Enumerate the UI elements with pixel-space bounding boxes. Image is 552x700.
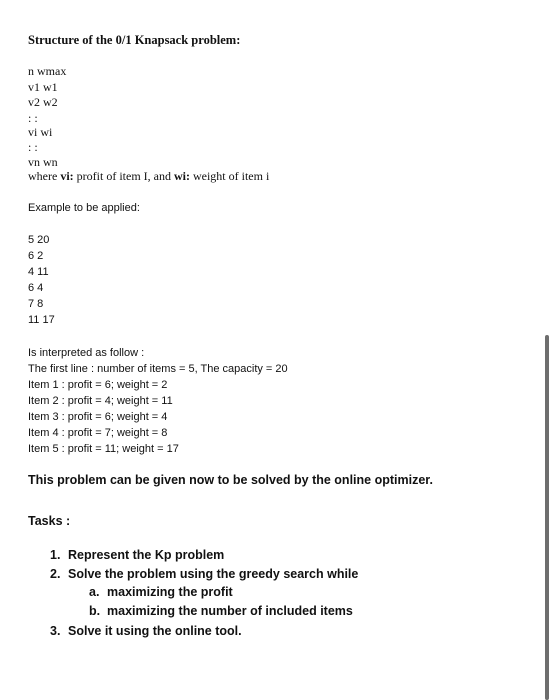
- example-line: 7 8: [28, 298, 44, 310]
- where-line: [28, 169, 269, 183]
- task-item: [50, 567, 358, 581]
- interpreted-line: Item 4 : profit = 7; weight = 8: [28, 427, 168, 439]
- example-line: 11 17: [28, 314, 55, 326]
- page-title: Structure of the 0/1 Knapsack problem:: [28, 33, 241, 47]
- vi-description: profit of item I, and: [73, 169, 174, 183]
- interpreted-line: The first line : number of items = 5, The capacity = 20: [28, 363, 288, 375]
- task-number: 1.: [50, 548, 61, 562]
- vertical-scrollbar[interactable]: [545, 335, 549, 700]
- tasks-label: Tasks :: [28, 514, 71, 528]
- task-number: 2.: [50, 567, 61, 581]
- where-prefix: where: [28, 169, 61, 183]
- task-text: Solve the problem using the greedy search while: [68, 567, 359, 581]
- task-number: 3.: [50, 624, 61, 638]
- task-item: [50, 548, 224, 562]
- wi-description: weight of item i: [189, 169, 270, 183]
- interpreted-line: Item 5 : profit = 11; weight = 17: [28, 443, 179, 455]
- subtask-text: maximizing the profit: [107, 585, 233, 599]
- subtask-letter: a.: [89, 585, 100, 599]
- example-label: Example to be applied:: [28, 202, 140, 214]
- wi-term: wi:: [173, 169, 190, 183]
- example-line: 5 20: [28, 234, 50, 246]
- structure-line: : :: [28, 140, 38, 154]
- task-item: [50, 624, 242, 638]
- vi-term: vi:: [60, 169, 74, 183]
- interpreted-line: Item 2 : profit = 4; weight = 11: [28, 395, 173, 407]
- statement: This problem can be given now to be solved by the online optimizer.: [28, 473, 433, 487]
- structure-line: vi wi: [28, 125, 53, 139]
- subtask-letter: b.: [89, 604, 101, 618]
- interpreted-line: Item 1 : profit = 6; weight = 2: [28, 379, 168, 391]
- structure-line: vn wn: [28, 155, 58, 169]
- task-text: Solve it using the online tool.: [68, 624, 242, 638]
- example-line: 4 11: [28, 266, 49, 278]
- structure-line: : :: [28, 111, 38, 125]
- subtask-item: [89, 604, 353, 618]
- subtask-text: maximizing the number of included items: [107, 604, 353, 618]
- structure-line: v1 w1: [28, 80, 58, 94]
- interpreted-line: Item 3 : profit = 6; weight = 4: [28, 411, 168, 423]
- example-line: 6 4: [28, 282, 44, 294]
- structure-line: v2 w2: [28, 95, 58, 109]
- interpreted-line: Is interpreted as follow :: [28, 347, 145, 359]
- example-line: 6 2: [28, 250, 44, 262]
- task-text: Represent the Kp problem: [68, 548, 225, 562]
- subtask-item: [89, 585, 233, 599]
- structure-line: n wmax: [28, 64, 67, 78]
